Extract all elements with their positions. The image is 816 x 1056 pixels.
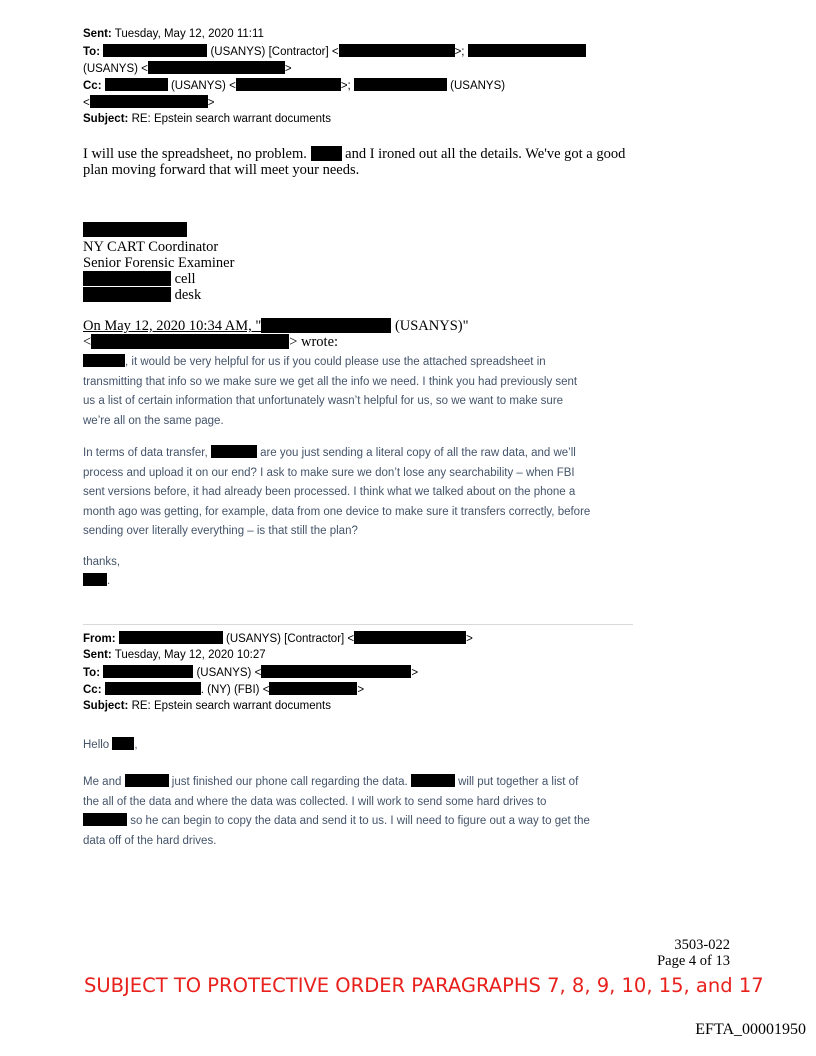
body-text: Me and — [83, 776, 122, 788]
redaction-box — [83, 222, 187, 237]
quote-header-line — [83, 318, 469, 334]
body-text: data off of the hard drives. — [83, 834, 217, 847]
quoted-text: , it would be very helpful for us if you could please use the attached spreadsheet in — [125, 356, 546, 368]
top-subject-line — [83, 112, 331, 126]
second-paragraph — [83, 773, 643, 851]
redaction-box — [119, 631, 223, 644]
hello-text: Hello — [83, 739, 110, 751]
redaction-box — [261, 318, 391, 333]
quoted-text: . — [107, 575, 111, 587]
top-cc-line-2 — [83, 95, 214, 110]
quoted-text: process and upload it on our end? I ask to make sure we don’t lose any searchability – when FBI — [83, 466, 575, 479]
redaction-box — [311, 146, 342, 161]
hello-text: , — [134, 739, 138, 751]
to-text: >; — [454, 46, 465, 58]
quoted-paragraph-2 — [83, 444, 643, 542]
body-text: just finished our phone call regarding the data. — [171, 776, 408, 788]
cc-text: >; — [340, 80, 351, 92]
second-cc-line — [83, 682, 364, 697]
cc-label: Cc: — [83, 684, 102, 696]
quote-header-text: (USANYS)" — [394, 318, 469, 334]
bates-number: EFTA_00001950 — [695, 1021, 806, 1038]
signature-desk — [83, 287, 201, 303]
reply-text: I will use the spreadsheet, no problem. — [83, 146, 307, 162]
to-text: (USANYS) < — [196, 667, 262, 679]
redaction-box — [105, 78, 168, 91]
second-subject-line — [83, 699, 331, 713]
signature-name — [83, 222, 187, 238]
redaction-box — [411, 774, 455, 787]
quoted-text: month ago was getting, for example, data from one device to make sure it transfers correctly, before — [83, 505, 591, 518]
redaction-box — [236, 78, 341, 91]
top-to-line-2 — [83, 61, 292, 76]
quoted-thanks: thanks, — [83, 556, 121, 568]
reply-text: and I ironed out all the details. We've got a good — [345, 146, 626, 162]
cc-text: > — [357, 684, 365, 696]
reply-line-2 — [83, 162, 359, 178]
redaction-box — [112, 737, 134, 750]
top-sent-line — [83, 27, 264, 41]
from-text: > — [466, 633, 473, 645]
subject-label: Subject: — [83, 113, 129, 125]
sent-value: Tuesday, May 12, 2020 10:27 — [114, 649, 266, 661]
second-sent-line — [83, 648, 266, 662]
redaction-box — [83, 354, 125, 367]
sent-label: Sent: — [83, 28, 112, 40]
second-hello — [83, 737, 138, 752]
redaction-box — [261, 665, 411, 678]
cc-text: > — [207, 97, 215, 109]
from-text: (USANYS) [Contractor] < — [226, 633, 355, 645]
quoted-text: we’re all on the same page. — [83, 414, 224, 427]
redaction-box — [148, 61, 285, 74]
cc-text: . (NY) (FBI) < — [200, 684, 270, 696]
to-text: (USANYS) [Contractor] < — [210, 46, 339, 58]
quote-header-text: < — [83, 334, 92, 350]
redaction-box — [354, 631, 466, 644]
quoted-text: sending over literally everything – is that still the plan? — [83, 525, 358, 537]
redaction-box — [103, 665, 193, 678]
sent-label: Sent: — [83, 649, 112, 661]
top-to-line — [83, 44, 586, 59]
subject-value: RE: Epstein search warrant documents — [131, 113, 332, 125]
redaction-box — [105, 682, 201, 695]
to-label: To: — [83, 667, 101, 679]
quoted-text: transmitting that info so we make sure we get all the info we need. I think you had previously sent — [83, 375, 578, 388]
quoted-text: us a list of certain information that unfortunately wasn’t helpful for us, so we want to make sure — [83, 395, 564, 407]
signature-title-1: NY CART Coordinator — [83, 239, 219, 255]
redaction-box — [211, 445, 257, 458]
quoted-text: In terms of data transfer, — [83, 447, 208, 459]
quoted-paragraph-1 — [83, 353, 643, 431]
doc-number: 3503-022 — [674, 937, 730, 953]
redaction-box — [468, 44, 586, 57]
redaction-box — [125, 774, 169, 787]
quoted-signoff — [83, 573, 110, 588]
to-text: > — [411, 667, 419, 679]
redaction-box — [83, 813, 127, 826]
to-text: > — [284, 63, 292, 75]
second-to-line — [83, 665, 418, 680]
signature-title-2: Senior Forensic Examiner — [83, 255, 235, 271]
redaction-box — [91, 334, 289, 349]
quote-header-text: > wrote: — [289, 334, 339, 350]
subject-value: RE: Epstein search warrant documents — [131, 700, 332, 712]
body-text: the all of the data and where the data was collected. I will work to send some hard drives to — [83, 795, 547, 808]
protective-order-notice: SUBJECT TO PROTECTIVE ORDER PARAGRAPHS 7, 8, 9, 10, 15, and 17 — [84, 974, 764, 997]
cc-text: < — [83, 97, 90, 109]
quote-header-line-2 — [83, 334, 338, 350]
cell-label: cell — [174, 271, 196, 287]
redaction-box — [83, 287, 171, 302]
to-label: To: — [83, 46, 101, 58]
cc-text: (USANYS) — [450, 80, 506, 92]
second-from-line — [83, 631, 473, 646]
quoted-text: sent versions before, it had already been processed. I think what we talked about on the phone a — [83, 486, 576, 498]
redaction-box — [103, 44, 207, 57]
redaction-box — [269, 682, 357, 695]
body-text: so he can begin to copy the data and send it to us. I will need to figure out a way to get the — [130, 815, 590, 827]
message-separator — [83, 624, 633, 625]
sent-value: Tuesday, May 12, 2020 11:11 — [114, 28, 264, 40]
cc-label: Cc: — [83, 80, 102, 92]
page-number: Page 4 of 13 — [657, 953, 730, 969]
body-text: will put together a list of — [458, 776, 579, 788]
cc-text: (USANYS) < — [170, 80, 236, 92]
signature-cell — [83, 271, 196, 287]
from-label: From: — [83, 633, 116, 645]
to-text: (USANYS) < — [83, 63, 148, 75]
redaction-box — [83, 573, 107, 586]
subject-label: Subject: — [83, 700, 129, 712]
redaction-box — [90, 95, 208, 108]
redaction-box — [83, 271, 171, 286]
redaction-box — [354, 78, 447, 91]
quote-header-text: On May 12, 2020 10:34 AM, " — [83, 318, 262, 334]
desk-label: desk — [174, 287, 202, 303]
quoted-text: are you just sending a literal copy of all the raw data, and we’ll — [260, 447, 576, 459]
reply-line-1 — [83, 146, 625, 162]
redaction-box — [339, 44, 455, 57]
reply-text: plan moving forward that will meet your needs. — [83, 162, 360, 178]
top-cc-line — [83, 78, 505, 93]
